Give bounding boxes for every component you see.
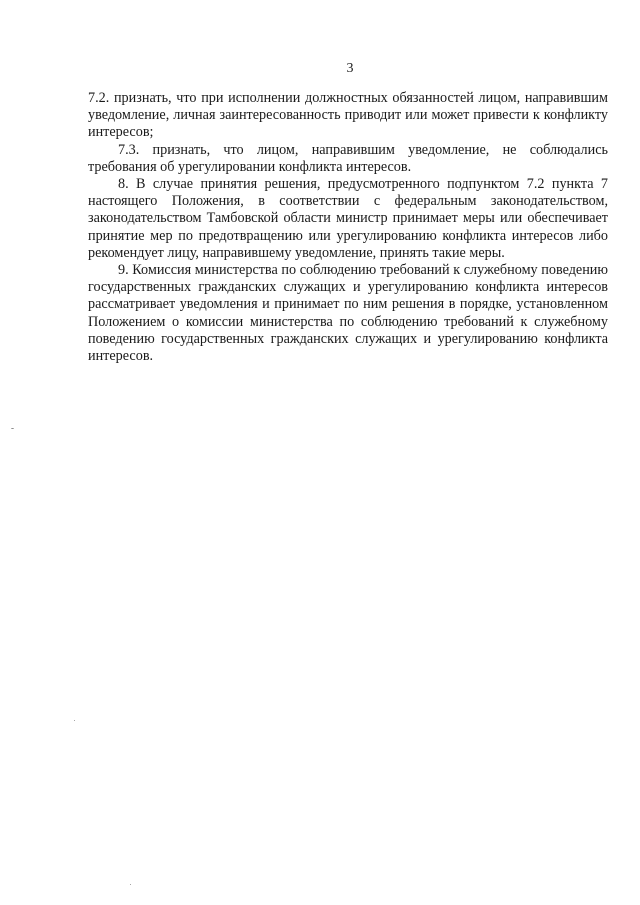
paragraph-9 bbox=[88, 262, 608, 365]
scan-speck bbox=[74, 720, 75, 721]
document-body bbox=[88, 90, 608, 365]
paragraph-8 bbox=[88, 176, 608, 262]
paragraph-7-2 bbox=[88, 90, 608, 142]
paragraph-7-2-text: 7.2. признать, что при исполнении должностных обязанностей лицом, направившим уведомление, личная заинтересованность приводит или может привести к конфликту интересов; bbox=[88, 90, 608, 141]
scan-speck bbox=[11, 428, 14, 429]
paragraph-7-3-text: 7.3. признать, что лицом, направившим уведомление, не соблюдались требования об урегулировании конфликта интересов. bbox=[88, 141, 608, 175]
paragraph-8-text: 8. В случае принятия решения, предусмотренного подпунктом 7.2 пункта 7 настоящего Положения, в соответствии с федеральным законодательством, законодательством Тамбовской области министр принимает меры или обеспечивает принятие мер по предотвращению или урегулированию конфликта интересов либо рекомендует лицу, направившему уведомление, принять такие меры. bbox=[88, 176, 608, 261]
scan-speck bbox=[130, 884, 131, 885]
paragraph-7-3 bbox=[88, 142, 608, 176]
page-number: 3 bbox=[346, 61, 354, 76]
paragraph-9-text: 9. Комиссия министерства по соблюдению требований к служебному поведению государственных гражданских служащих и урегулированию конфликта интересов рассматривает уведомления и принимает по ним решения в порядке, установленном Положением о комиссии министерства по соблюдению требований к служебному поведению государственных гражданских служащих и урегулированию конфликта интересов. bbox=[88, 262, 608, 365]
